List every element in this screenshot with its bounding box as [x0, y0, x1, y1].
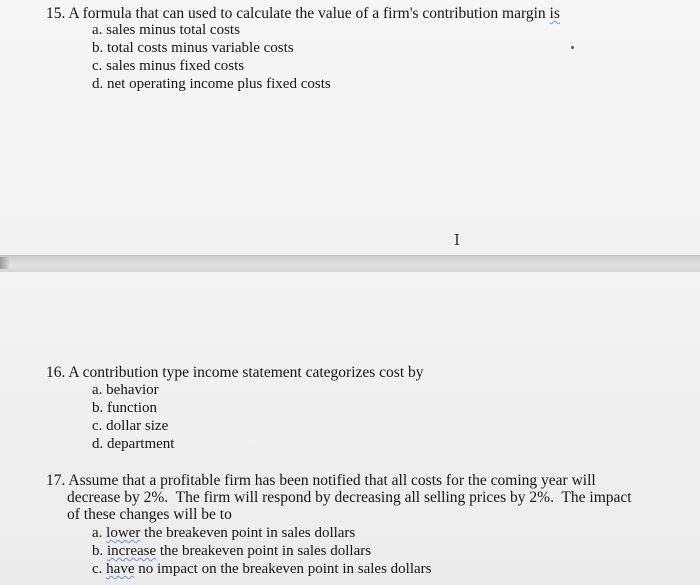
option-letter: a. [92, 22, 103, 38]
option-letter: b. [92, 543, 104, 559]
option-text: dollar size [106, 418, 169, 434]
page-fold-divider [0, 255, 700, 273]
question-16-option-c [92, 417, 168, 435]
option-letter: b. [92, 400, 104, 416]
option-text: net operating income plus fixed costs [107, 76, 331, 92]
option-letter: a. [92, 382, 103, 398]
question-17-stem-line-1 [46, 472, 596, 490]
question-15-option-b [92, 39, 294, 57]
option-letter: c. [92, 561, 103, 577]
question-16-option-d [92, 435, 174, 453]
option-text: total costs minus variable costs [107, 40, 294, 56]
option-key-word: increase [107, 543, 157, 559]
question-16-stem [46, 364, 424, 382]
option-letter: a. [92, 525, 103, 541]
question-15-option-d [92, 75, 331, 93]
option-text: function [107, 400, 157, 416]
question-stem-text: Assume that a profitable firm has been notified that all costs for the coming year will [68, 472, 596, 489]
option-letter: b. [92, 40, 104, 56]
question-number: 16. [46, 364, 66, 381]
question-17-option-a [92, 524, 355, 542]
question-17-option-b [92, 542, 371, 560]
text-cursor-icon: I [454, 231, 460, 249]
question-17-stem-line-2 [67, 489, 632, 507]
option-letter: d. [92, 76, 104, 92]
option-text: sales minus total costs [106, 22, 240, 38]
question-stem-text: A contribution type income statement categorizes cost by [68, 364, 424, 381]
option-text: no impact on the breakeven point in sales dollars [138, 561, 432, 577]
question-16-option-b [92, 399, 157, 417]
option-text: the breakeven point in sales dollars [144, 525, 356, 541]
question-number: 17. [46, 472, 66, 489]
question-17-option-c [92, 560, 432, 578]
question-17-stem-line-3 [67, 506, 232, 524]
question-stem-text-underlined: is [549, 5, 560, 22]
option-key-word: have [106, 561, 135, 577]
option-text: behavior [106, 382, 159, 398]
dust-speck [571, 46, 574, 49]
option-letter: c. [92, 418, 103, 434]
option-letter: d. [92, 436, 104, 452]
question-number: 15. [46, 5, 66, 22]
option-letter: c. [92, 58, 103, 74]
page-fold-shadow [0, 257, 10, 269]
option-key-word: lower [106, 525, 141, 541]
question-stem-text: of these changes will be to [67, 506, 232, 523]
question-stem-text: A formula that can used to calculate the value of a firm's contribution margin [68, 5, 546, 22]
option-text: department [107, 436, 175, 452]
question-15-option-c [92, 57, 244, 75]
option-text: sales minus fixed costs [106, 58, 245, 74]
question-16-option-a [92, 381, 159, 399]
question-stem-text: decrease by 2%. The firm will respond by decreasing all selling prices by 2%. The impact [67, 489, 632, 506]
option-text: the breakeven point in sales dollars [159, 543, 372, 559]
question-15-option-a [92, 21, 240, 39]
